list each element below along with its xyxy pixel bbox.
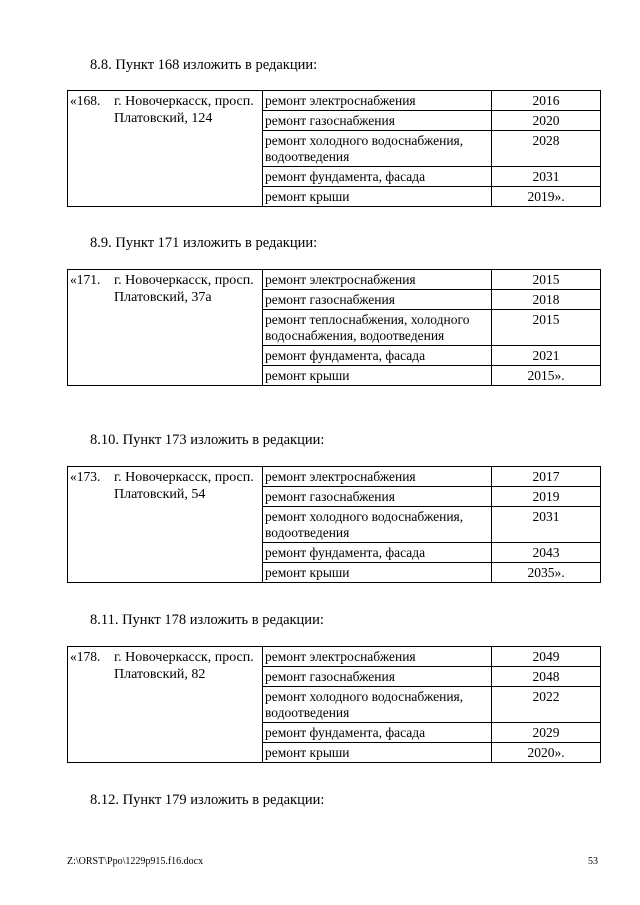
item-table-168 (67, 90, 601, 207)
work-year: 2015 (492, 270, 601, 290)
work-year: 2021 (492, 346, 601, 366)
work-year: 2018 (492, 290, 601, 310)
page-number: 53 (588, 856, 598, 867)
work-year: 2049 (492, 647, 601, 667)
section-heading-8-8: 8.8. Пункт 168 изложить в редакции: (90, 57, 318, 73)
section-heading-8-9: 8.9. Пункт 171 изложить в редакции: (90, 235, 318, 251)
item-number: «178. (68, 647, 113, 763)
work-year: 2016 (492, 91, 601, 111)
item-address: г. Новочеркасск, просп. Платовский, 124 (112, 91, 263, 207)
work-year: 2015 (492, 310, 601, 346)
table-row (68, 270, 601, 290)
table-row (68, 647, 601, 667)
work-year: 2031 (492, 167, 601, 187)
work-type: ремонт крыши (263, 743, 492, 763)
work-type: ремонт электроснабжения (263, 270, 492, 290)
work-year: 2019 (492, 487, 601, 507)
work-type: ремонт крыши (263, 563, 492, 583)
work-type: ремонт электроснабжения (263, 647, 492, 667)
work-type: ремонт теплоснабжения, холодного водоснабжения, водоотведения (263, 310, 492, 346)
item-table-178 (67, 646, 601, 763)
item-address: г. Новочеркасск, просп. Платовский, 82 (112, 647, 263, 763)
work-year: 2048 (492, 667, 601, 687)
work-type: ремонт фундамента, фасада (263, 543, 492, 563)
section-heading-8-12: 8.12. Пункт 179 изложить в редакции: (90, 792, 325, 808)
work-year: 2035». (492, 563, 601, 583)
work-year: 2029 (492, 723, 601, 743)
item-address: г. Новочеркасск, просп. Платовский, 54 (112, 467, 263, 583)
item-address: г. Новочеркасск, просп. Платовский, 37а (112, 270, 263, 386)
work-type: ремонт электроснабжения (263, 467, 492, 487)
work-type: ремонт крыши (263, 187, 492, 207)
item-number: «173. (68, 467, 113, 583)
work-type: ремонт холодного водоснабжения, водоотведения (263, 507, 492, 543)
work-year: 2031 (492, 507, 601, 543)
work-type: ремонт электроснабжения (263, 91, 492, 111)
work-type: ремонт холодного водоснабжения, водоотведения (263, 131, 492, 167)
work-year: 2020». (492, 743, 601, 763)
work-type: ремонт газоснабжения (263, 290, 492, 310)
footer-file-path: Z:\ORST\Ppo\1229p915.f16.docx (67, 856, 204, 867)
work-type: ремонт газоснабжения (263, 111, 492, 131)
item-number: «171. (68, 270, 113, 386)
work-type: ремонт фундамента, фасада (263, 167, 492, 187)
work-type: ремонт фундамента, фасада (263, 346, 492, 366)
work-year: 2043 (492, 543, 601, 563)
work-type: ремонт фундамента, фасада (263, 723, 492, 743)
table-row (68, 467, 601, 487)
section-heading-8-10: 8.10. Пункт 173 изложить в редакции: (90, 432, 325, 448)
work-type: ремонт крыши (263, 366, 492, 386)
work-type: ремонт холодного водоснабжения, водоотведения (263, 687, 492, 723)
work-year: 2017 (492, 467, 601, 487)
work-year: 2022 (492, 687, 601, 723)
item-table-173 (67, 466, 601, 583)
item-number: «168. (68, 91, 113, 207)
work-type: ремонт газоснабжения (263, 487, 492, 507)
item-table-171 (67, 269, 601, 386)
work-year: 2028 (492, 131, 601, 167)
work-type: ремонт газоснабжения (263, 667, 492, 687)
table-row (68, 91, 601, 111)
section-heading-8-11: 8.11. Пункт 178 изложить в редакции: (90, 612, 324, 628)
work-year: 2020 (492, 111, 601, 131)
work-year: 2015». (492, 366, 601, 386)
work-year: 2019». (492, 187, 601, 207)
